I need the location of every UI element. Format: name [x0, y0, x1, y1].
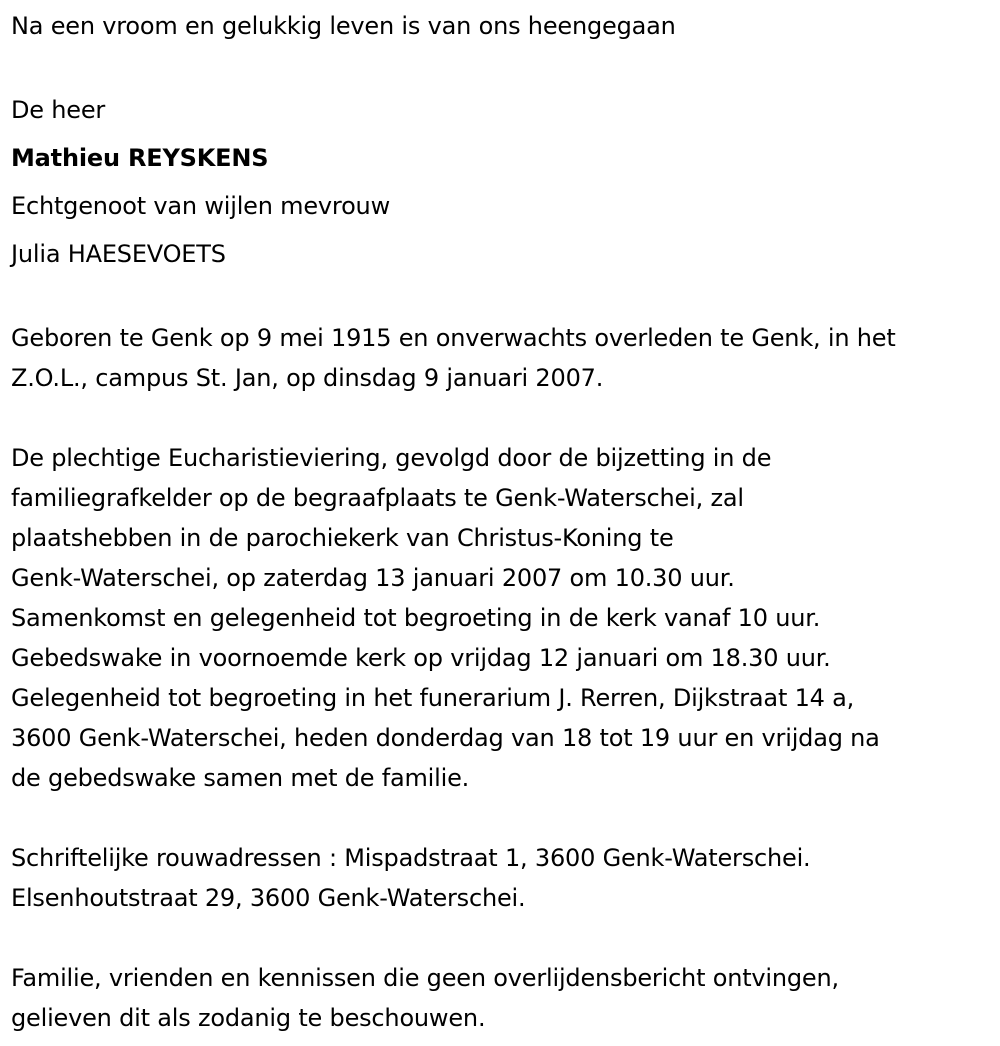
ceremony-line: Genk-Waterschei, op zaterdag 13 januari 2007 om 10.30 uur.	[11, 564, 735, 592]
ceremony-line: Samenkomst en gelegenheid tot begroeting in de kerk vanaf 10 uur.	[11, 604, 821, 632]
spacer	[11, 918, 996, 958]
birth-death-paragraph	[11, 318, 996, 398]
deceased-name: Mathieu REYSKENS	[11, 144, 269, 172]
spacer	[11, 278, 996, 318]
closing-line: gelieven dit als zodanig te beschouwen.	[11, 1004, 486, 1032]
ceremony-paragraph	[11, 438, 996, 798]
closing-line: Familie, vrienden en kennissen die geen overlijdensbericht ontvingen,	[11, 964, 839, 992]
ceremony-line: 3600 Genk-Waterschei, heden donderdag van 18 tot 19 uur en vrijdag na	[11, 724, 880, 752]
ceremony-line: Gelegenheid tot begroeting in het funerarium J. Rerren, Dijkstraat 14 a,	[11, 684, 855, 712]
address-line: Elsenhoutstraat 29, 3600 Genk-Waterschei.	[11, 884, 526, 912]
spouse-name: Julia HAESEVOETS	[11, 240, 226, 268]
addresses-paragraph	[11, 838, 996, 918]
salutation: De heer	[11, 96, 106, 124]
spacer	[11, 46, 996, 86]
ceremony-line: Gebedswake in voornoemde kerk op vrijdag 12 januari om 18.30 uur.	[11, 644, 831, 672]
ceremony-line: De plechtige Eucharistieviering, gevolgd door de bijzetting in de	[11, 444, 772, 472]
death-notice	[11, 6, 996, 1038]
intro-line: Na een vroom en gelukkig leven is van ons heengegaan	[11, 12, 676, 40]
name-block	[11, 86, 996, 278]
ceremony-line: de gebedswake samen met de familie.	[11, 764, 470, 792]
birth-death-line: Z.O.L., campus St. Jan, op dinsdag 9 januari 2007.	[11, 364, 604, 392]
ceremony-line: familiegrafkelder op de begraafplaats te Genk-Waterschei, zal	[11, 484, 744, 512]
relation-line: Echtgenoot van wijlen mevrouw	[11, 192, 390, 220]
address-line: Schriftelijke rouwadressen : Mispadstraat 1, 3600 Genk-Waterschei.	[11, 844, 811, 872]
spacer	[11, 798, 996, 838]
spacer	[11, 398, 996, 438]
closing-paragraph	[11, 958, 996, 1038]
ceremony-line: plaatshebben in de parochiekerk van Christus-Koning te	[11, 524, 674, 552]
birth-death-line: Geboren te Genk op 9 mei 1915 en onverwachts overleden te Genk, in het	[11, 324, 896, 352]
